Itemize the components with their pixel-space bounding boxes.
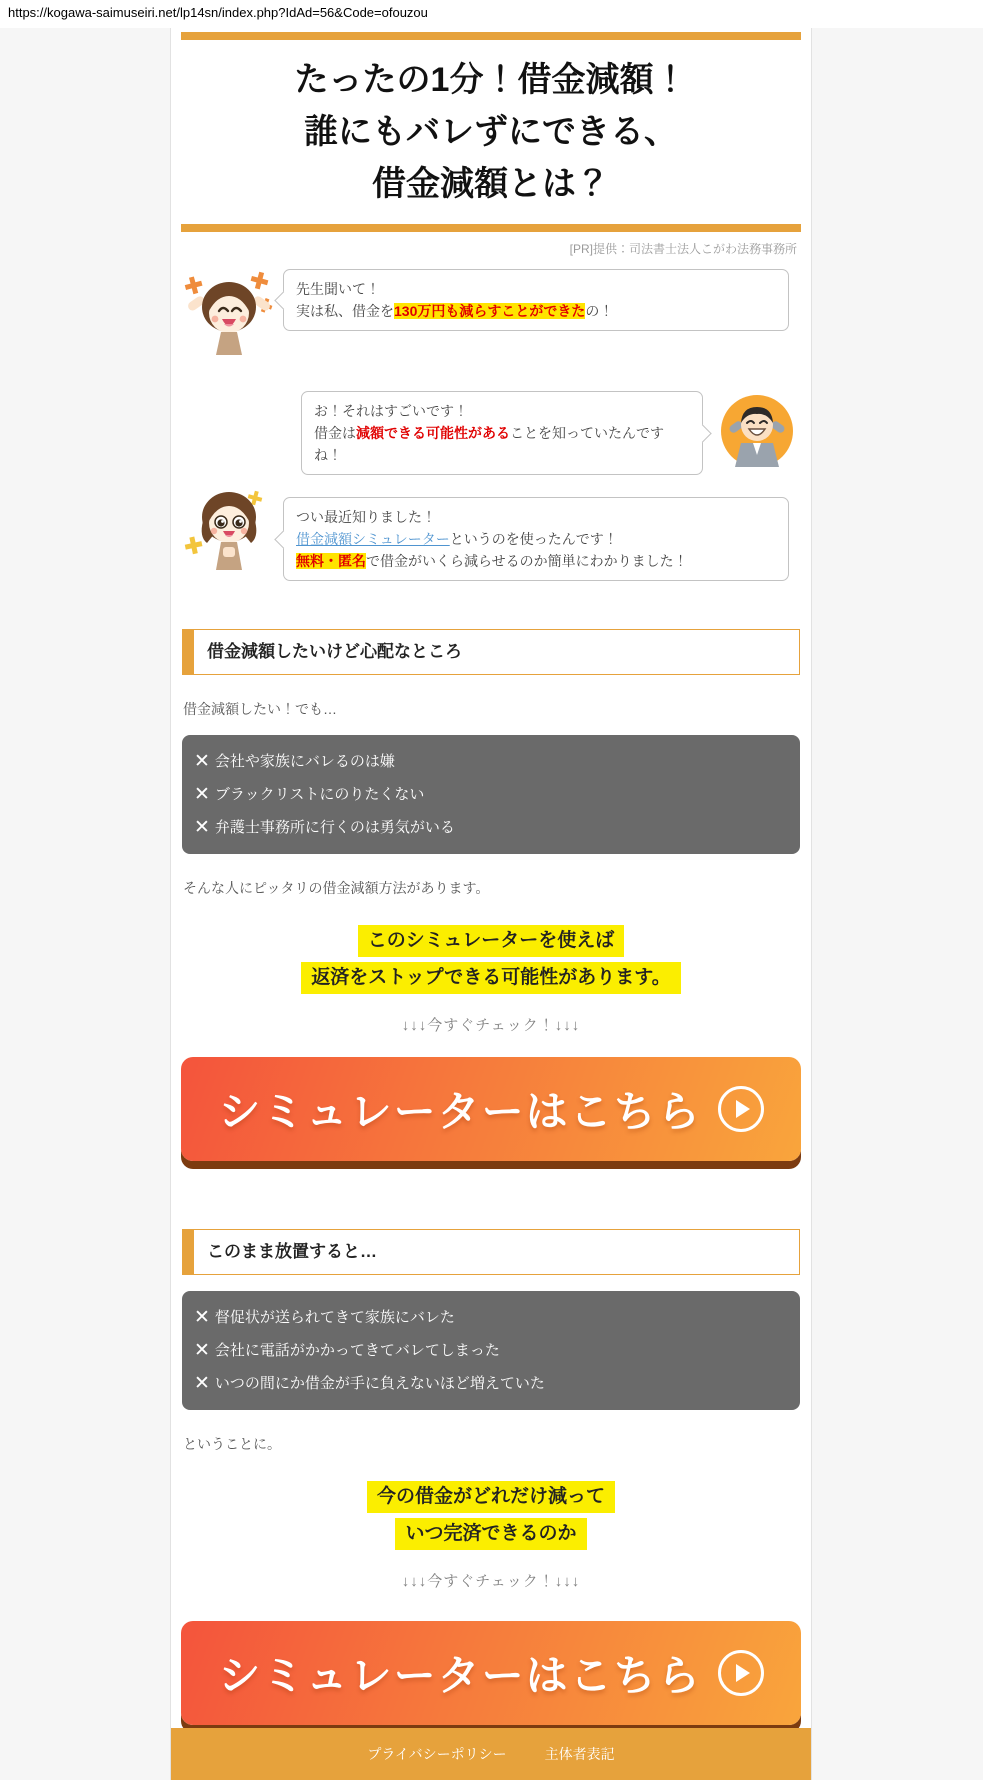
concern-item — [194, 811, 788, 844]
speech-bubble-woman-1 — [283, 269, 789, 331]
risk-item — [194, 1301, 788, 1334]
play-icon — [718, 1650, 764, 1696]
simulator-cta-button-2[interactable] — [181, 1621, 801, 1725]
landing-page-column — [170, 28, 812, 1780]
bubble3-line3-post: で借金がいくら減らせるのか簡単にわかりました！ — [366, 553, 688, 569]
risk-item — [194, 1367, 788, 1400]
bubble3-highlight: 無料・匿名 — [296, 553, 366, 569]
woman-excited-avatar-icon — [183, 269, 275, 355]
bubble1-line1: 先生聞いて！ — [296, 281, 380, 297]
page-title-line-2: 誰にもバレずにできる、 — [304, 113, 678, 151]
cross-icon: ✕ — [194, 1307, 210, 1328]
conversation-row-3 — [183, 481, 799, 581]
simulator-link[interactable]: 借金減額シミュレーター — [296, 531, 450, 547]
woman-happy-avatar-icon — [183, 481, 275, 573]
section2-heading: このまま放置すると… — [207, 1242, 377, 1261]
concern-item — [194, 778, 788, 811]
speech-bubble-man — [301, 391, 703, 475]
publisher-info-link[interactable]: 主体者表記 — [544, 1746, 615, 1762]
page-title-line-3: 借金減額とは？ — [372, 165, 610, 203]
conversation-row-2 — [183, 391, 799, 475]
bubble1-highlight: 130万円も減らすことができた — [394, 303, 586, 319]
bubble3-line3 — [296, 550, 776, 572]
risk-text: いつの間にか借金が手に負えないほど増えていた — [214, 1375, 545, 1392]
browser-url-text: https://kogawa-saimuseiri.net/lp14sn/index.php?IdAd=56&Code=ofouzou — [0, 0, 983, 28]
bubble2-line2-post: ことを知っていたんですね！ — [314, 425, 664, 463]
header-bottom-rule — [181, 224, 801, 232]
section1-heading-accent — [183, 630, 194, 674]
conversation-section — [183, 269, 799, 581]
header-top-rule — [181, 32, 801, 40]
risk-text: 会社に電話がかかってきてバレてしまった — [214, 1342, 500, 1359]
concern-text: 弁護士事務所に行くのは勇気がいる — [214, 819, 455, 836]
cross-icon: ✕ — [194, 817, 210, 838]
highlight-line: このシミュレーターを使えば — [358, 925, 625, 957]
pr-provider-note: [PR]提供：司法書士法人こがわ法務事務所 — [569, 242, 797, 256]
section1-highlight-block — [171, 920, 811, 994]
section1-heading-box — [182, 629, 800, 675]
privacy-policy-link[interactable]: プライバシーポリシー — [367, 1746, 507, 1762]
concern-item — [194, 745, 788, 778]
bubble1-line2-post: の！ — [585, 303, 614, 319]
risk-text: 督促状が送られてきて家族にバレた — [214, 1309, 455, 1326]
page-title-line-1: たったの1分！借金減額！ — [294, 61, 688, 99]
section2-heading-box — [182, 1229, 800, 1275]
section2-heading-accent — [183, 1230, 194, 1274]
page-title — [171, 54, 811, 210]
cross-icon: ✕ — [194, 1340, 210, 1361]
cross-icon: ✕ — [194, 751, 210, 772]
man-avatar-icon — [721, 395, 793, 472]
section1-heading: 借金減額したいけど心配なところ — [207, 642, 462, 661]
concerns-box — [182, 735, 800, 854]
bubble1-line2 — [296, 300, 776, 322]
bubble3-line2-post: というのを使ったんです！ — [449, 531, 618, 547]
section1-lead: 借金減額したい！でも… — [183, 701, 337, 717]
cross-icon: ✕ — [194, 784, 210, 805]
risks-box — [182, 1291, 800, 1410]
concern-text: ブラックリストにのりたくない — [214, 786, 425, 803]
simulator-cta-button-1[interactable] — [181, 1057, 801, 1161]
bubble1-line2-pre: 実は私、借金を — [296, 303, 394, 319]
section2-after-text: ということに。 — [183, 1436, 281, 1452]
section2-highlight-block — [171, 1476, 811, 1550]
bubble3-line2 — [296, 528, 776, 550]
highlight-line: 今の借金がどれだけ減って — [367, 1481, 615, 1513]
bubble2-line2-pre: 借金は — [314, 425, 356, 441]
footer — [171, 1728, 811, 1780]
cross-icon: ✕ — [194, 1373, 210, 1394]
section1-after-text: そんな人にピッタリの借金減額方法があります。 — [183, 880, 490, 896]
highlight-line: いつ完済できるのか — [395, 1518, 586, 1550]
bubble2-line2 — [314, 422, 690, 466]
conversation-row-1 — [183, 269, 799, 355]
speech-bubble-woman-2 — [283, 497, 789, 581]
risk-item — [194, 1334, 788, 1367]
section2-check-prompt: ↓↓↓今すぐチェック！↓↓↓ — [401, 1573, 581, 1590]
section1-check-prompt: ↓↓↓今すぐチェック！↓↓↓ — [401, 1017, 581, 1034]
play-icon — [718, 1086, 764, 1132]
bubble2-line1: お！それはすごいです！ — [314, 403, 468, 419]
bubble3-line1: つい最近知りました！ — [296, 509, 436, 525]
cta-label: シミュレーターはこちら — [218, 1652, 702, 1699]
highlight-line: 返済をストップできる可能性があります。 — [301, 962, 680, 994]
concern-text: 会社や家族にバレるのは嫌 — [214, 753, 395, 770]
bubble2-emphasis: 減額できる可能性がある — [356, 425, 510, 441]
cta-label: シミュレーターはこちら — [218, 1088, 702, 1135]
